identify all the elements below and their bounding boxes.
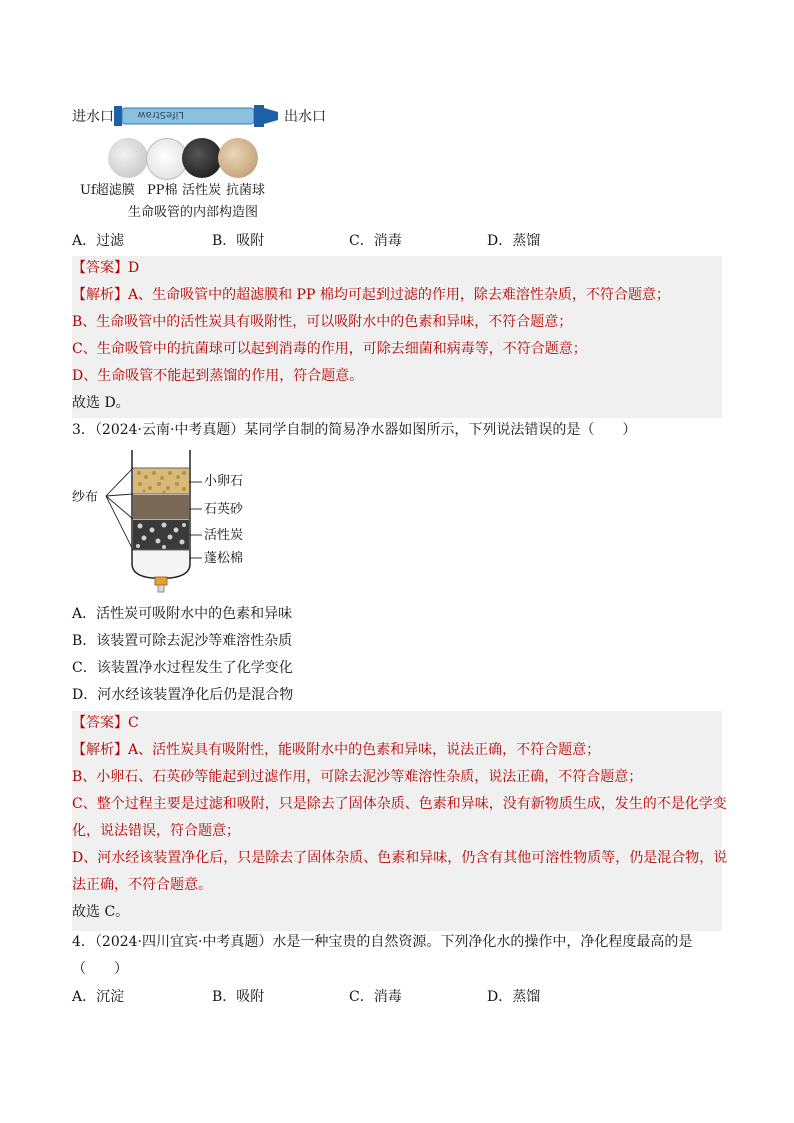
outlet-label: 出水口: [284, 109, 326, 125]
q4-option-c: C．消毒: [349, 989, 402, 1005]
quartz-sand-label: 石英砂: [204, 502, 244, 517]
q3-analysis-line-5: D、河水经该装置净化后，只是除去了固体杂质、色素和异味，仍含有其他可溶性物质等，仍是混合物，说: [72, 850, 728, 866]
answer-tag: 【答案】: [72, 715, 128, 731]
antibacterial-ball-disc: [218, 138, 258, 178]
q2-analysis-line-2: B、生命吸管中的活性炭具有吸附性，可以吸附水中的色素和异味，不符合题意；: [72, 314, 573, 330]
pebble-label: 小卵石: [204, 474, 244, 489]
inlet-label: 进水口: [72, 109, 114, 125]
cotton-label: 蓬松棉: [204, 551, 244, 566]
lifestraw-figure: [70, 96, 340, 226]
q3-analysis-line-1: [72, 740, 722, 760]
analysis-tag: 【解析】: [72, 742, 128, 758]
analysis-text: A、活性炭具有吸附性，能吸附水中的色素和异味，说法正确，不符合题意；: [128, 742, 601, 758]
q4-option-b: B．吸附: [212, 989, 265, 1005]
q2-conclusion: 故选 D。: [72, 395, 130, 411]
q2-option-a: A．过滤: [72, 233, 125, 249]
answer-value: D: [128, 260, 140, 276]
q4-stem-line-2: （ ）: [72, 961, 128, 977]
activated-carbon-label: 活性炭: [204, 528, 244, 543]
q3-conclusion: 故选 C。: [72, 904, 130, 920]
q3-analysis-line-2: B、小卵石、石英砂等能起到过滤作用，可除去泥沙等难溶性杂质，说法正确，不符合题意；: [72, 769, 643, 785]
activated-carbon-disc: [182, 138, 222, 178]
q3-analysis-line-3: C、整个过程主要是过滤和吸附，只是除去了固体杂质、色素和异味，没有新物质生成，发生的不是化学变: [72, 796, 727, 812]
q3-answer-line: [72, 713, 722, 733]
purifier-diagram: [72, 446, 272, 596]
q2-option-d: D．蒸馏: [487, 233, 541, 249]
part-label-antibacterial: 抗菌球: [226, 183, 266, 198]
q3-option-d: D．河水经该装置净化后仍是混合物: [72, 687, 294, 703]
answer-tag: 【答案】: [72, 260, 128, 276]
q2-analysis-line-4: D、生命吸管不能起到蒸馏的作用，符合题意。: [72, 368, 364, 384]
answer-value: C: [128, 715, 139, 731]
q3-option-a: A．活性炭可吸附水中的色素和异味: [72, 606, 293, 622]
q3-option-c: C．该装置净水过程发生了化学变化: [72, 660, 293, 676]
q2-analysis-line-3: C、生命吸管中的抗菌球可以起到消毒的作用，可除去细菌和病毒等，不符合题意；: [72, 341, 587, 357]
part-label-uf: Uf超滤膜: [80, 183, 135, 198]
q2-answer-line: [72, 258, 722, 278]
q4-option-a: A．沉淀: [72, 989, 125, 1005]
uf-membrane-disc: [108, 138, 148, 178]
purifier-figure: [72, 446, 272, 596]
q3-analysis-line-4: 化，说法错误，符合题意；: [72, 823, 240, 839]
q3-analysis-line-6: 法正确，不符合题意。: [72, 877, 212, 893]
straw-image: [114, 100, 282, 132]
analysis-tag: 【解析】: [72, 287, 128, 303]
q3-option-b: B．该装置可除去泥沙等难溶性杂质: [72, 633, 293, 649]
straw-brand-text: LifeStraw: [137, 109, 184, 120]
q2-option-c: C．消毒: [349, 233, 402, 249]
q4-option-d: D．蒸馏: [487, 989, 541, 1005]
q2-analysis-line-1: [72, 285, 722, 305]
gauze-label: 纱布: [72, 490, 99, 505]
q2-option-b: B．吸附: [212, 233, 265, 249]
part-label-carbon: 活性炭: [182, 183, 222, 198]
analysis-text: A、生命吸管中的超滤膜和 PP 棉均可起到过滤的作用，除去难溶性杂质，不符合题意；: [128, 287, 670, 303]
part-label-pp: PP棉: [147, 183, 178, 198]
figure-caption: 生命吸管的内部构造图: [128, 205, 259, 220]
q3-stem: 3．（2024·云南·中考真题）某同学自制的简易净水器如图所示，下列说法错误的是（ ）: [72, 422, 637, 438]
q4-stem-line-1: 4．（2024·四川宜宾·中考真题）水是一种宝贵的自然资源。下列净化水的操作中，净化程度最高的是: [72, 934, 693, 950]
